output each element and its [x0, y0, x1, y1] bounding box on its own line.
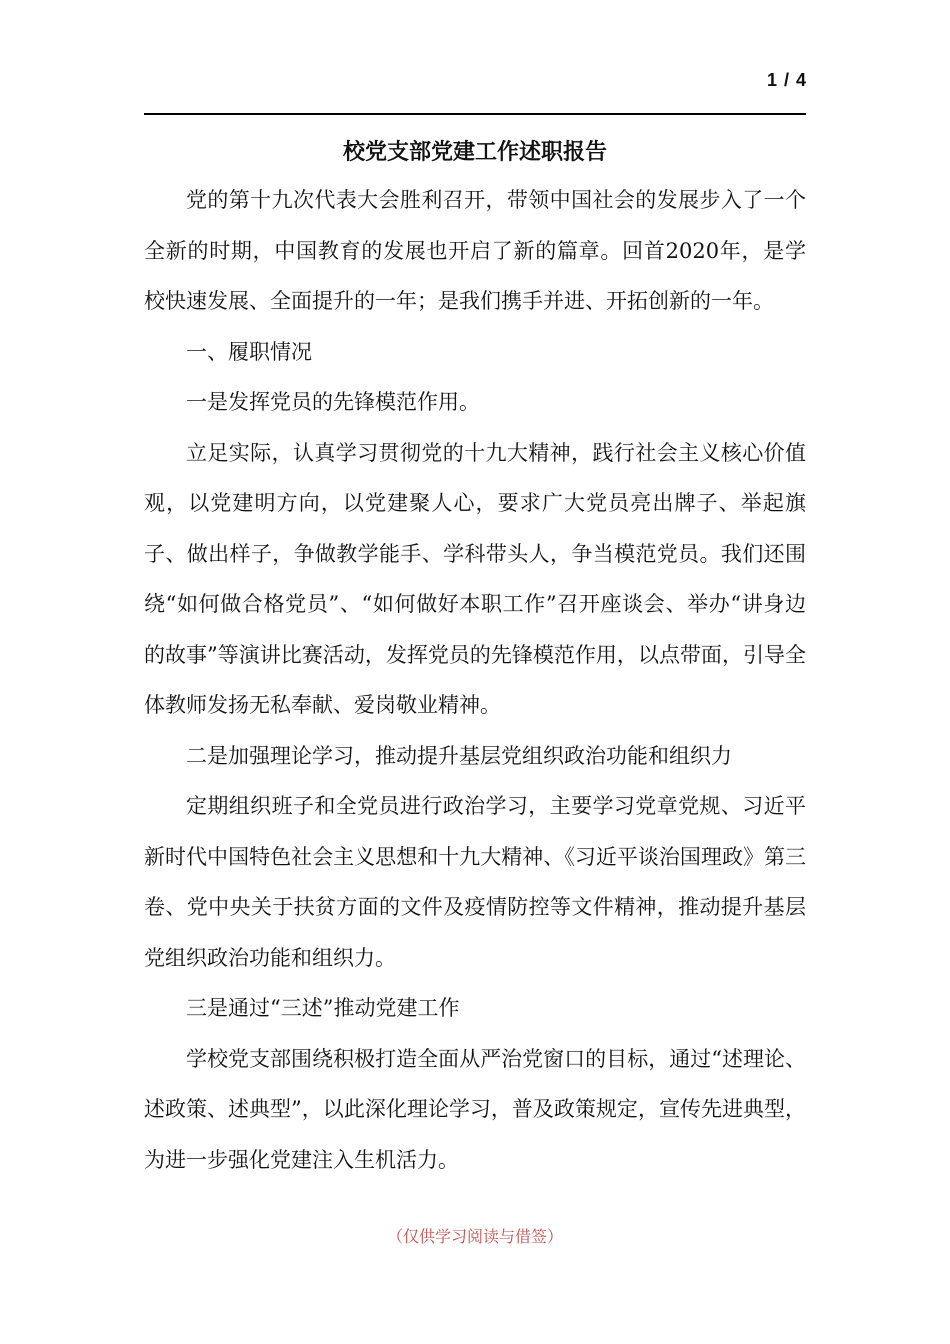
paragraph-vanguard-role: 立足实际，认真学习贯彻党的十九大精神，践行社会主义核心价值观，以党建明方向，以党建聚人心，要求广大党员亮出牌子、举起旗子、做出样子，争做教学能手、学科带头人，争当模范党员。我们还围绕“如何做合格党员”、“如何做好本职工作”召开座谈会、举办“讲身边的故事”等演讲比赛活动，发挥党员的先锋模范作用，以点带面，引导全体教师发扬无私奉献、爱岗敬业精神。 — [144, 440, 806, 717]
footer-disclaimer: （仅供学习阅读与借签） — [386, 1227, 563, 1246]
subheading-theory-study: 二是加强理论学习，推动提升基层党组织政治功能和组织力 — [186, 743, 732, 768]
paragraph-intro: 党的第十九次代表大会胜利召开，带领中国社会的发展步入了一个全新的时期，中国教育的发展也开启了新的篇章。回首2020年，是学校快速发展、全面提升的一年；是我们携手并进、开拓创新的一年。 — [144, 188, 806, 313]
paragraph-theory-study: 定期组织班子和全党员进行政治学习，主要学习党章党规、习近平新时代中国特色社会主义思想和十九大精神、《习近平谈治国理政》第三卷、党中央关于扶贫方面的文件及疫情防控等文件精神，推动提升基层党组织政治功能和组织力。 — [144, 794, 806, 970]
paragraph-three-statements: 学校党支部围绕积极打造全面从严治党窗口的目标，通过“述理论、述政策、述典型”，以此深化理论学习，普及政策规定，宣传先进典型，为进一步强化党建注入生机活力。 — [144, 1046, 806, 1172]
header-divider — [144, 113, 806, 115]
subheading-three-statements: 三是通过“三述”推动党建工作 — [186, 996, 460, 1020]
section-heading-performance: 一、履职情况 — [186, 339, 312, 364]
subheading-vanguard-role: 一是发挥党员的先锋模范作用。 — [186, 390, 480, 414]
page-indicator: 1 / 4 — [766, 70, 807, 90]
document-body — [144, 175, 806, 1185]
document-title: 校党支部党建工作述职报告 — [342, 139, 607, 165]
